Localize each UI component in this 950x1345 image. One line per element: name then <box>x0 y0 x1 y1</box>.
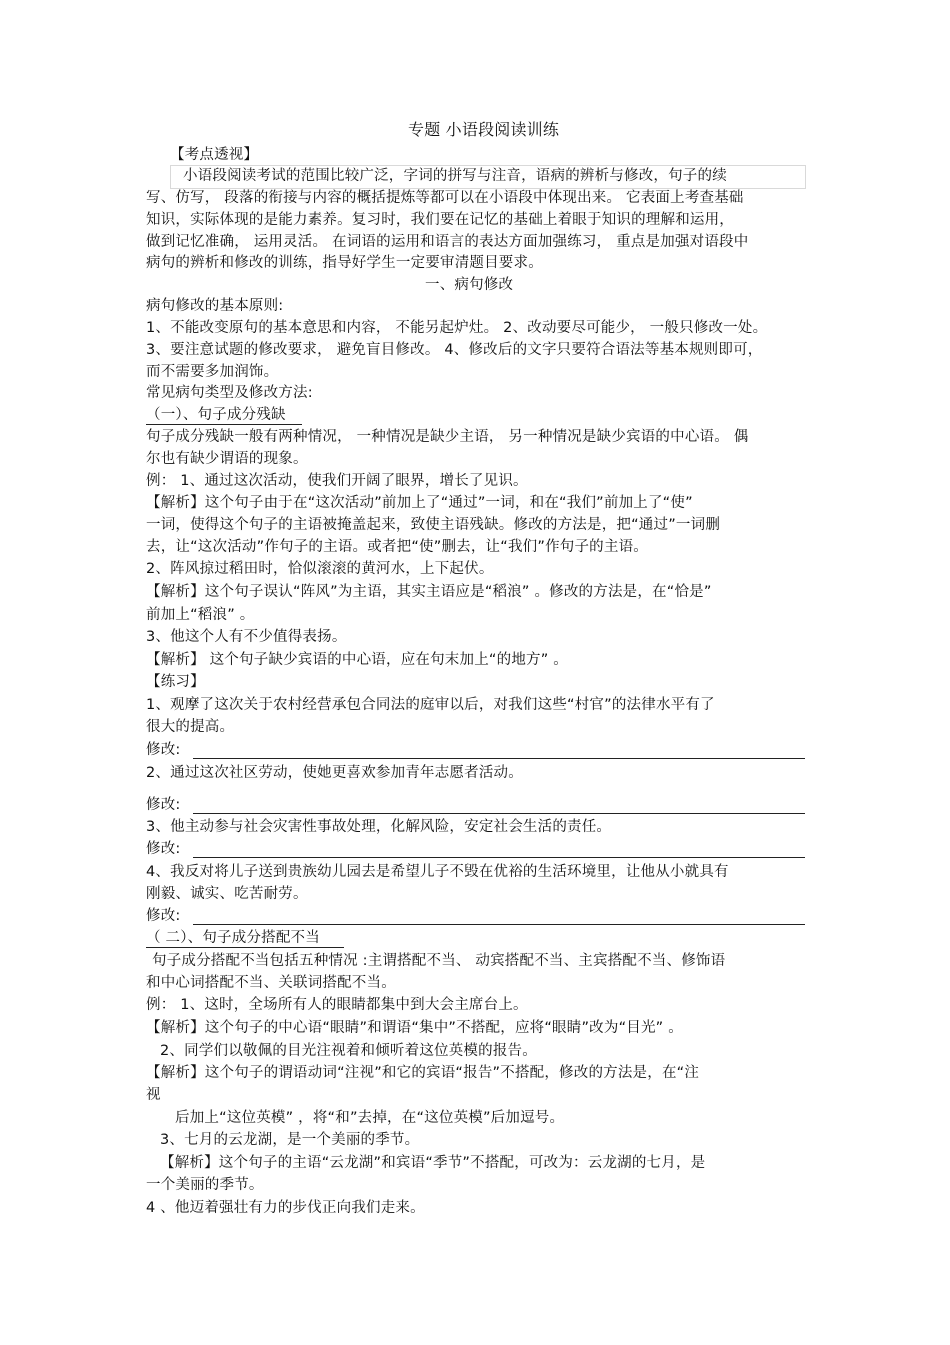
section-heading-sentence-correction: 一、病句修改 <box>425 277 514 293</box>
text-line: 小语段阅读考试的范围比较广泛，字词的拼写与注音，语病的辨析与修改，句子的续 <box>183 168 727 184</box>
exercise-line: 3、他主动参与社会灾害性事故处理，化解风险，安定社会生活的责任。 <box>146 819 612 835</box>
exercise-line: 1、观摩了这次关于农村经营承包合同法的庭审以后，对我们这些“村官”的法律水平有了 <box>146 697 715 713</box>
text-line: 做到记忆准确， 运用灵活。 在词语的运用和语言的表达方面加强练习， 重点是加强对语段中 <box>146 234 749 250</box>
analysis-line: 【解析】这个句子的主语“云龙湖”和宾语“季节”不搭配，可改为：云龙湖的七月，是 <box>160 1155 706 1171</box>
text-line: 去，让“这次活动”作句子的主语。或者把“使”删去，让“我们”作句子的主语。 <box>146 539 648 555</box>
subsection-heading-underline <box>146 424 302 425</box>
subsection-heading-mismatched-components: （ 二）、句子成分搭配不当 <box>146 930 320 946</box>
analysis-line: 【解析】这个句子由于在“这次活动”前加上了“通过”一词，和在“我们”前加上了“使” <box>146 495 693 511</box>
analysis-line: 【解析】这个句子误认“阵风”为主语，其实主语应是“稻浪” 。修改的方法是，在“恰是” <box>146 584 712 600</box>
analysis-line: 【解析】这个句子的中心语“眼睛”和谓语“集中”不搭配，应将“眼睛”改为“目光” 。 <box>146 1020 683 1036</box>
answer-label: 修改: <box>146 797 181 813</box>
text-line: 病句的辨析和修改的训练，指导好学生一定要审清题目要求。 <box>146 255 543 271</box>
exercise-line: 4、我反对将儿子送到贵族幼儿园去是希望儿子不毁在优裕的生活环境里，让他从小就具有 <box>146 864 729 880</box>
answer-line <box>193 924 805 925</box>
example-line: 例： 1、通过这次活动，使我们开阔了眼界，增长了见识。 <box>146 473 528 489</box>
text-line: 常见病句类型及修改方法: <box>146 385 313 401</box>
analysis-line: 【解析】 这个句子缺少宾语的中心语，应在句末加上“的地方” 。 <box>146 652 568 668</box>
text-line: 后加上“这位英模” ，将“和”去掉，在“这位英模”后加逗号。 <box>175 1110 565 1126</box>
answer-line <box>193 758 805 759</box>
text-line: 很大的提高。 <box>146 719 235 735</box>
example-line: 3、他这个人有不少值得表扬。 <box>146 629 347 645</box>
subsection-heading-underline <box>146 947 344 948</box>
answer-label: 修改: <box>146 841 181 857</box>
section-heading-practice: 【练习】 <box>146 674 205 690</box>
example-line: 2、同学们以敬佩的目光注视着和倾听着这位英模的报告。 <box>160 1043 537 1059</box>
example-line: 例： 1、这时，全场所有人的眼睛都集中到大会主席台上。 <box>146 997 528 1013</box>
text-line: 3、要注意试题的修改要求， 避免盲目修改。 4、修改后的文字只要符合语法等基本规则即可， <box>146 342 763 358</box>
example-line: 4 、他迈着强壮有力的步伐正向我们走来。 <box>146 1200 425 1216</box>
text-line: 和中心词搭配不当、关联词搭配不当。 <box>146 975 396 991</box>
text-line: 而不需要多加润饰。 <box>146 364 279 380</box>
text-line: 一词，使得这个句子的主语被掩盖起来，致使主语残缺。修改的方法是，把“通过”一词删 <box>146 517 721 533</box>
example-line: 3、七月的云龙湖，是一个美丽的季节。 <box>160 1132 420 1148</box>
answer-line <box>193 857 805 858</box>
section-heading-exam-focus: 【考点透视】 <box>170 147 259 163</box>
analysis-line: 【解析】这个句子的谓语动词“注视”和它的宾语“报告”不搭配，修改的方法是，在“注 <box>146 1065 700 1081</box>
text-line: 知识，实际体现的是能力素养。复习时，我们要在记忆的基础上着眼于知识的理解和运用， <box>146 212 734 228</box>
document-title: 专题 小语段阅读训练 <box>408 120 560 139</box>
text-line: 尔也有缺少谓语的现象。 <box>146 451 308 467</box>
text-line: 病句修改的基本原则: <box>146 298 284 314</box>
text-line: 前加上“稻浪” 。 <box>146 607 255 623</box>
text-line: 视 <box>146 1087 161 1103</box>
text-line: 1、不能改变原句的基本意思和内容， 不能另起炉灶。 2、改动要尽可能少， 一般只修改一处。 <box>146 320 768 336</box>
text-line: 句子成分残缺一般有两种情况， 一种情况是缺少主语， 另一种情况是缺少宾语的中心语。 偶 <box>146 429 749 445</box>
answer-label: 修改: <box>146 742 181 758</box>
subsection-heading-missing-components: （一）、句子成分残缺 <box>146 407 286 423</box>
text-line: 句子成分搭配不当包括五种情况 :主谓搭配不当、 动宾搭配不当、主宾搭配不当、修饰语 <box>152 953 726 969</box>
answer-line <box>193 813 805 814</box>
example-line: 2、阵风掠过稻田时，恰似滚滚的黄河水，上下起伏。 <box>146 561 494 577</box>
text-line: 写、仿写， 段落的衔接与内容的概括提炼等都可以在小语段中体现出来。 它表面上考查基础 <box>146 190 744 206</box>
exercise-line: 2、通过这次社区劳动，使她更喜欢参加青年志愿者活动。 <box>146 765 523 781</box>
answer-label: 修改: <box>146 908 181 924</box>
text-line: 一个美丽的季节。 <box>146 1177 264 1193</box>
text-line: 刚毅、诚实、吃苦耐劳。 <box>146 886 308 902</box>
